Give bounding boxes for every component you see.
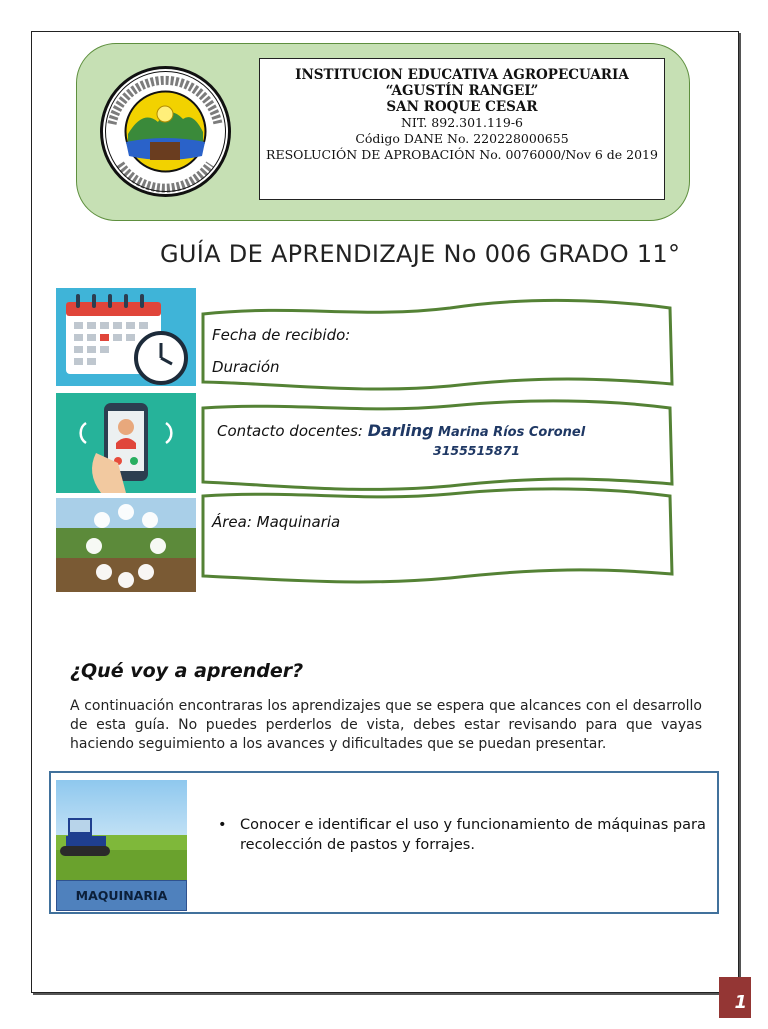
calendar-clock-icon [56,288,196,386]
guide-title: GUÍA DE APRENDIZAJE No 006 GRADO 11° [160,240,681,268]
institution-name: INSTITUCION EDUCATIVA AGROPECUARIA [295,67,629,83]
tractor-field-icon [56,780,187,880]
contact-label: Contacto docentes: [217,422,363,440]
institution-nit: NIT. 892.301.119-6 [400,115,524,130]
phone-contact-icon [56,393,196,493]
maquinaria-label: MAQUINARIA [56,880,187,911]
institution-dane: Código DANE No. 220228000655 [355,131,569,146]
teacher-first-name: Darling [367,421,434,440]
institution-subname: “AGUSTÍN RANGEL” [385,83,539,99]
bullet-icon: • [218,817,227,833]
area-label: Área: Maquinaria [212,513,341,531]
institution-box [259,58,665,200]
school-seal-icon [98,64,233,199]
duration-label: Duración [212,358,280,376]
teacher-phone: 3155515871 [433,443,520,458]
area-ribbon [200,484,676,588]
learning-objective-text: Conocer e identificar el uso y funcionamiento de máquinas para recolección de pastos y forrajes. [240,817,706,853]
agriculture-field-icon [56,498,196,592]
section-title: ¿Qué voy a aprender? [70,660,304,682]
institution-resolution: RESOLUCIÓN DE APROBACIÓN No. 0076000/Nov 6 de 2019 [266,147,658,162]
page-number: 1 [719,977,751,1018]
institution-location: SAN ROQUE CESAR [386,99,538,115]
received-date-label: Fecha de recibido: [212,326,351,344]
contact-line [217,421,585,440]
teacher-last-names: Marina Ríos Coronel [433,425,586,440]
intro-paragraph: A continuación encontraras los aprendizajes que se espera que alcances con el desarrollo de esta guía. No puedes perderlos de vista, debes estar revisando para que vayas haciendo seguimiento a los avances y dificultades que se puedan presentar. [70,698,702,752]
